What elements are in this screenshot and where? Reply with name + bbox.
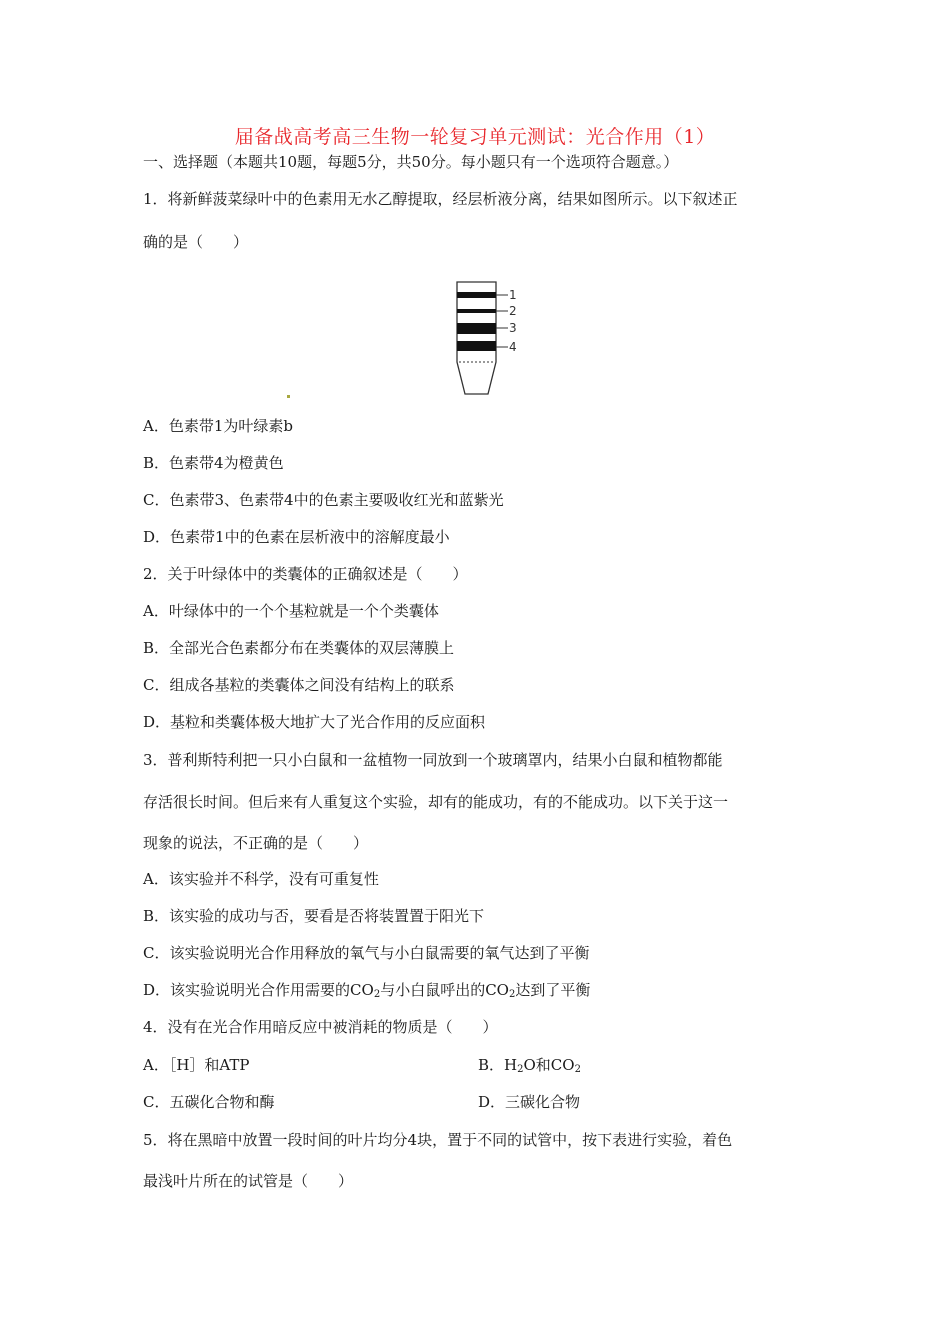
q5-stem-line2: 最浅叶片所在的试管是（ ） [143, 1172, 354, 1190]
band-label-3: 3 [509, 321, 517, 335]
q4-option-a: A．［H］和ATP [143, 1056, 250, 1074]
q4-option-c: C．五碳化合物和酶 [143, 1093, 275, 1111]
band-label-4: 4 [509, 340, 517, 354]
q1-option-c: C．色素带3、色素带4中的色素主要吸收红光和蓝紫光 [143, 491, 504, 509]
q2-option-c: C．组成各基粒的类囊体之间没有结构上的联系 [143, 676, 455, 694]
q3-option-d-part2: 与小白鼠呼出的CO [380, 981, 509, 999]
q2-stem: 2．关于叶绿体中的类囊体的正确叙述是（ ） [143, 565, 468, 583]
q2-option-b: B．全部光合色素都分布在类囊体的双层薄膜上 [143, 639, 455, 657]
q2-option-a: A．叶绿体中的一个个基粒就是一个个类囊体 [143, 602, 439, 620]
band-label-1: 1 [509, 288, 517, 302]
q4-option-b-part2: O和CO [523, 1056, 575, 1074]
q5-stem-line1: 5．将在黑暗中放置一段时间的叶片均分4块，置于不同的试管中，按下表进行实验，着色 [143, 1131, 733, 1149]
subscript-2: 2 [373, 989, 381, 1000]
q1-stem-line2: 确的是（ ） [143, 233, 249, 251]
q1-stem-line1: 1．将新鲜菠菜绿叶中的色素用无水乙醇提取，经层析液分离，结果如图所示。以下叙述正 [143, 190, 738, 208]
q3-option-c: C．该实验说明光合作用释放的氧气与小白鼠需要的氧气达到了平衡 [143, 944, 590, 962]
q4-option-b [478, 1055, 581, 1075]
stray-mark [287, 395, 290, 398]
pigment-band-1 [457, 292, 496, 298]
q1-option-a: A．色素带1为叶绿素b [143, 417, 293, 435]
q1-option-d: D．色素带1中的色素在层析液中的溶解度最小 [143, 528, 450, 546]
pigment-band-2 [457, 309, 496, 313]
q3-stem-line3: 现象的说法，不正确的是（ ） [143, 834, 369, 852]
chromatography-figure [440, 278, 530, 400]
q4-option-b-part1: B．H [478, 1056, 518, 1074]
q3-option-d [143, 980, 590, 1000]
q3-option-b: B．该实验的成功与否，要看是否将装置置于阳光下 [143, 907, 485, 925]
q3-option-d-part3: 达到了平衡 [515, 981, 591, 999]
q3-option-a: A．该实验并不科学，没有可重复性 [143, 870, 379, 888]
subscript-2: 2 [517, 1064, 524, 1075]
subscript-2: 2 [508, 989, 516, 1000]
q3-option-d-part1: D．该实验说明光合作用需要的CO [143, 981, 374, 999]
pigment-band-4 [457, 341, 496, 351]
q1-option-b: B．色素带4为橙黄色 [143, 454, 284, 472]
page-title: 届备战高考高三生物一轮复习单元测试：光合作用（1） [234, 126, 716, 148]
chromatography-strip-diagram [440, 278, 530, 400]
q4-stem: 4．没有在光合作用暗反应中被消耗的物质是（ ） [143, 1018, 498, 1036]
q4-option-d: D．三碳化合物 [478, 1093, 581, 1111]
q3-stem-line1: 3．普利斯特利把一只小白鼠和一盆植物一同放到一个玻璃罩内，结果小白鼠和植物都能 [143, 751, 723, 769]
q3-stem-line2: 存活很长时间。但后来有人重复这个实验，却有的能成功，有的不能成功。以下关于这一 [143, 793, 729, 811]
section-heading: 一、选择题（本题共10题，每题5分，共50分。每小题只有一个选项符合题意。） [143, 153, 679, 171]
band-label-2: 2 [509, 304, 517, 318]
pigment-band-3 [457, 323, 496, 334]
q2-option-d: D．基粒和类囊体极大地扩大了光合作用的反应面积 [143, 713, 486, 731]
subscript-2: 2 [574, 1064, 581, 1075]
